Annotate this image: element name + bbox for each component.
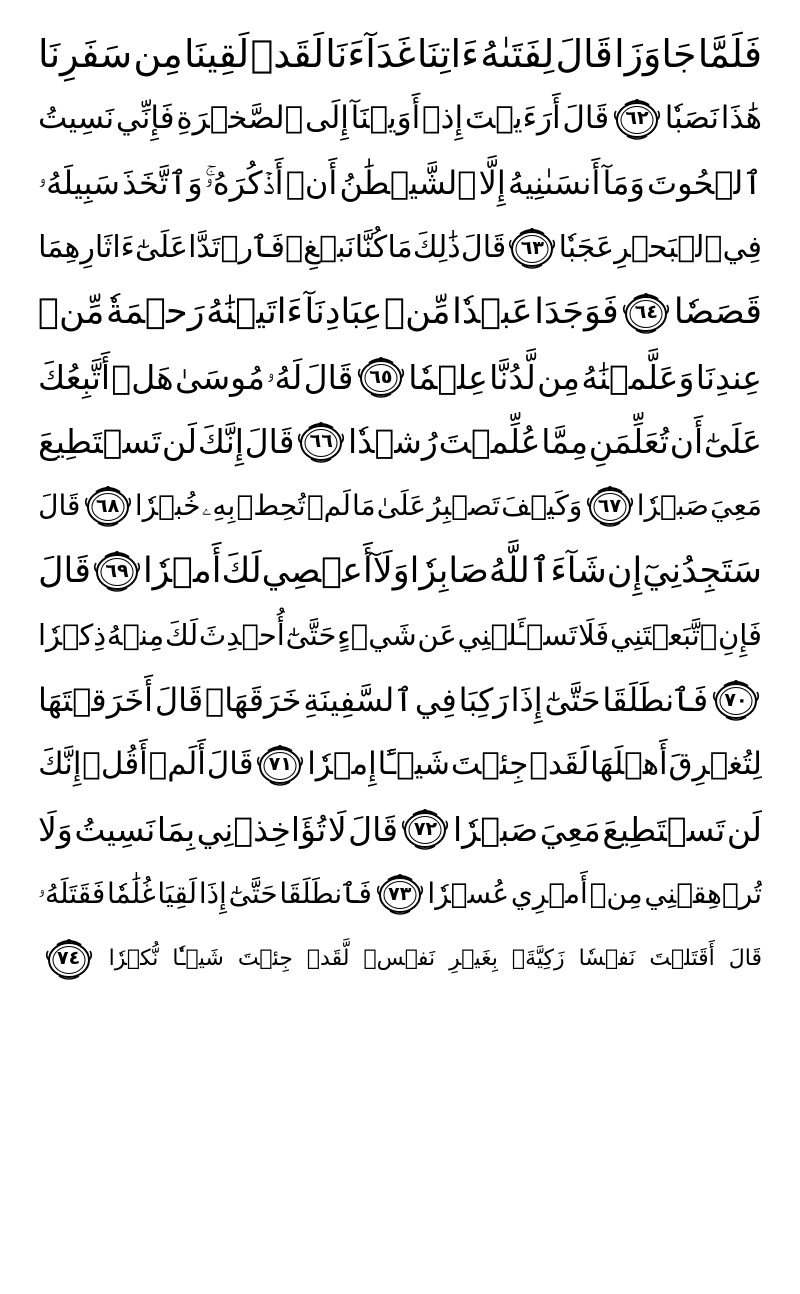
verse-word: جِئۡتَ (450, 746, 529, 783)
verse-word: عَبۡدٗا (452, 292, 533, 333)
verse-word: أَنۡ (285, 164, 338, 203)
verse-word: فَوَجَدَا (534, 292, 619, 333)
verse-word: زَكِيَّةَۢ (511, 945, 565, 971)
verse-word: قَالَ (206, 746, 254, 783)
verse-word: عِبَادِنَآ (304, 292, 383, 333)
verse-word: لَقَدۡ (250, 32, 325, 77)
verse-word: فَٱنطَلَقَا (602, 681, 709, 720)
ayah-number: ٧١ (268, 753, 292, 776)
verse-word: قَالَ (562, 100, 610, 137)
verse-word: مِن (133, 32, 183, 77)
verse-word: مَعِيَ (539, 809, 601, 849)
verse-word: غُلَٰمٗا (107, 877, 156, 911)
verse-word: وَعَلَّمۡنَٰهُ (581, 357, 695, 397)
verse-word: جِئۡتَ (237, 945, 293, 971)
verse-word: لَقِينَا (183, 32, 250, 77)
ayah-end-marker-icon (254, 742, 306, 788)
verse-word: تُعَلِّمَنِ (588, 422, 669, 462)
verse-word: لَن (161, 422, 198, 462)
verse-word: ٱللَّهُ (488, 550, 551, 591)
verse-word: قَصَصٗا (673, 292, 762, 333)
verse-word: رُشۡدٗا (347, 422, 438, 462)
verse-word: لَمۡ (306, 489, 351, 523)
ayah-number: ٦٣ (520, 236, 544, 259)
verse-word: بِغَيۡرِ (449, 945, 498, 971)
verse-word: شَيۡـًٔا (377, 746, 451, 783)
verse-word: شَيۡـٔٗا (172, 945, 224, 971)
verse-word: ذِكۡرٗا (38, 618, 107, 653)
verse-word: عَجَبٗا (558, 230, 615, 266)
verse-word: نُّكۡرٗا (108, 945, 159, 971)
ayah-end-marker-icon (506, 225, 558, 271)
verse-word: لِفَتَىٰهُ (480, 32, 555, 77)
verse-word: مُوسَىٰ (175, 357, 265, 397)
verse-word: عَلَىٰ (376, 489, 427, 523)
verse-word: لِتُغۡرِقَ (668, 746, 762, 783)
verse-word: لَا (327, 809, 347, 849)
verse-word: أَمۡرٗا (142, 550, 222, 591)
verse-word: أَرَءَيۡتَ (464, 100, 561, 137)
ayah-end-marker-icon (584, 483, 636, 529)
verse-word: صَابِرٗا (409, 550, 489, 591)
verse-line (38, 280, 762, 345)
verse-word: إِنَّكَ (197, 422, 244, 462)
verse-word: فِي (414, 681, 457, 720)
verse-word: فَٱنطَلَقَا (279, 877, 372, 911)
verse-word: بِهِۦ (201, 489, 236, 523)
verse-line (38, 539, 762, 604)
verse-word: إِمۡرٗا (307, 746, 377, 783)
ayah-number: ٧٠ (724, 688, 748, 711)
verse-word: نَفۡسٖ (363, 945, 436, 971)
verse-word: ٱلۡحُوتَ (646, 164, 762, 203)
verse-word: نَسِيتُ (74, 809, 156, 849)
verse-word: حَتَّىٰٓ (285, 618, 337, 653)
verse-word: صَبۡرٗا (453, 809, 539, 849)
verse-word: ٱلشَّيۡطَٰنُ (339, 164, 477, 203)
verse-word: وَكَيۡفَ (501, 489, 583, 523)
verse-word: فَإِنِ (718, 618, 762, 653)
verse-word: تُؤَاخِذۡنِي (196, 809, 327, 849)
verse-word: قَالَ (154, 681, 204, 720)
verse-word: نَفۡسٗا (578, 945, 636, 971)
verse-word: وَلَا (38, 809, 73, 849)
ayah-end-marker-icon (43, 936, 95, 982)
ayah-number: ٧٤ (57, 947, 81, 970)
verse-word: مِنۡ (589, 877, 643, 911)
verse-word: لَّدُنَّا (489, 357, 536, 397)
ayah-end-marker-icon (91, 548, 143, 594)
verse-word: أَقَتَلۡتَ (649, 945, 715, 971)
verse-word: ٱتَّبَعۡتَنِي (609, 618, 718, 653)
verse-word: أَمۡرِي (510, 877, 588, 911)
verse-word: قَالَ (348, 809, 398, 849)
verse-word: جَاوَزَا (614, 32, 697, 77)
verse-line (38, 216, 762, 281)
verse-word: نَسِيتُ (38, 100, 115, 137)
ayah-number: ٦٦ (309, 430, 333, 453)
verse-word: مِّنۡ (38, 292, 105, 333)
verse-word: تُرۡهِقۡنِي (644, 877, 762, 911)
verse-word: سَتَجِدُنِيٓ (642, 550, 762, 591)
verse-line (38, 474, 762, 539)
ayah-number: ٧٢ (413, 817, 438, 840)
verse-line (38, 410, 762, 475)
verse-word: مِمَّا (541, 422, 589, 462)
ayah-number: ٦٩ (105, 559, 129, 582)
verse-word: قَالَ (303, 357, 354, 397)
verse-word: هَلۡ (111, 357, 174, 397)
ayah-number: ٦٥ (369, 365, 393, 388)
verse-word: مِن (537, 357, 580, 397)
verse-word: قَالَ (728, 945, 762, 971)
verse-word: أَن (669, 422, 704, 462)
verse-word: قَالَ (38, 489, 81, 523)
verse-word: عَلَىٰٓ (135, 230, 188, 266)
verse-word: أَذۡكُرَهُۥۚ (204, 164, 284, 203)
verse-word: أَقُلۡ (82, 746, 148, 783)
verse-word: أَعۡصِي (261, 550, 373, 591)
ayah-number: ٦٤ (634, 301, 658, 324)
verse-word: حَتَّىٰٓ (544, 681, 601, 720)
verse-word: شَيۡءٍ (337, 618, 417, 653)
verse-word: إِذۡ (422, 100, 464, 137)
verse-word: عِندِنَا (695, 357, 762, 397)
verse-word: أَلَمۡ (148, 746, 206, 783)
verse-word: هَٰذَا (720, 100, 762, 137)
verse-word: وَلَآ (372, 550, 410, 591)
ayah-end-marker-icon (710, 677, 762, 723)
ayah-end-marker-icon (620, 290, 672, 336)
verse-word: لَقِيَا (157, 877, 198, 911)
verse-line (38, 797, 762, 862)
ayah-number: ٧٣ (388, 882, 412, 905)
verse-word: ءَاثَارِهِمَا (38, 230, 135, 266)
verse-word: حَتَّىٰٓ (228, 877, 278, 911)
verse-word: صَبۡرٗا (636, 489, 709, 523)
verse-word: أَهۡلَهَا (590, 746, 668, 783)
verse-line (38, 151, 762, 216)
verse-word: أَوَيۡنَآ (350, 100, 421, 137)
verse-word: فِي (722, 230, 762, 266)
ayah-end-marker-icon (374, 871, 426, 917)
verse-word: لَن (726, 809, 762, 849)
verse-word: غَدَآءَنَا (325, 32, 416, 77)
verse-word: فَإِنِّي (115, 100, 175, 137)
verse-word: تَصۡبِرُ (427, 489, 501, 523)
verse-word: رَحۡمَةٗ (105, 292, 205, 333)
verse-word: عُسۡرٗا (427, 877, 510, 911)
verse-word: قَالَ (244, 422, 295, 462)
verse-word: عُلِّمۡتَ (438, 422, 541, 462)
verse-word: إِذَا (510, 681, 543, 720)
verse-word: إِلَى (305, 100, 349, 137)
verse-word: وَٱتَّخَذَ (122, 164, 203, 203)
verse-word: ءَاتِنَا (416, 32, 479, 77)
verse-word: ٱلسَّفِينَةِ (303, 681, 413, 720)
ayah-number: ٦٨ (96, 494, 120, 517)
verse-word: مَا (352, 489, 376, 523)
ayah-end-marker-icon (399, 806, 451, 852)
verse-word: رَكِبَا (458, 681, 509, 720)
ayah-end-marker-icon (355, 354, 407, 400)
verse-word: ذَٰلِكَ (412, 230, 461, 266)
verse-word: كُنَّا (354, 230, 388, 266)
verse-line (38, 345, 762, 410)
verse-word: تَسۡـَٔلۡنِي (457, 618, 578, 653)
verse-line (38, 603, 762, 668)
ayah-end-marker-icon (611, 96, 663, 142)
verse-word: تَسۡتَطِيعَ (38, 422, 162, 462)
verse-word: قَالَ (38, 550, 91, 591)
ayah-number: ٦٢ (625, 107, 649, 130)
verse-word: فَٱرۡتَدَّا (188, 230, 285, 266)
ayah-end-marker-icon (82, 483, 134, 529)
verse-word: لَقَدۡ (529, 746, 590, 783)
verse-line (38, 668, 762, 733)
verse-word: فَلَمَّا (697, 32, 762, 77)
ayah-number: ٦٧ (597, 494, 622, 517)
verse-word: قَالَ (555, 32, 613, 77)
verse-word: قَالَ (460, 230, 507, 266)
verse-word: عَن (417, 618, 457, 653)
verse-word: إِن (606, 550, 643, 591)
verse-word: نَصَبٗا (664, 100, 720, 137)
verse-word: مَا (387, 230, 413, 266)
verse-line (38, 22, 762, 87)
verse-word: أَتَّبِعُكَ (38, 357, 111, 397)
verse-word: تَسۡتَطِيعَ (602, 809, 726, 849)
verse-word: لَّقَدۡ (306, 945, 350, 971)
verse-word: ٱلصَّخۡرَةِ (176, 100, 304, 137)
verse-line (38, 87, 762, 152)
verse-word: مِنۡهُ (106, 618, 165, 653)
verse-line (38, 733, 762, 798)
verse-word: نَبۡغِۚ (285, 230, 355, 266)
verse-word: ءَاتَيۡنَٰهُ (206, 292, 303, 333)
verse-word: أَنسَىٰنِيهُ (507, 164, 601, 203)
verse-line (38, 862, 762, 927)
verse-word: مَعِيَ (710, 489, 762, 523)
verse-word: خَرَقَهَاۖ (205, 681, 302, 720)
verse-word: فَلَا (578, 618, 610, 653)
verse-line (38, 926, 762, 991)
ayah-end-marker-icon (295, 419, 347, 465)
verse-word: سَبِيلَهُۥ (38, 164, 120, 203)
verse-word: أُحۡدِثَ (198, 618, 285, 653)
verse-word: تُحِطۡ (236, 489, 306, 523)
verse-word: مِّنۡ (384, 292, 451, 333)
verse-word: لَهُۥ (266, 357, 303, 397)
verse-word: سَفَرِنَا (38, 32, 133, 77)
verse-word: عِلۡمٗا (408, 357, 488, 397)
verse-word: لَكَ (164, 618, 199, 653)
verse-word: عَلَىٰٓ (703, 422, 762, 462)
verse-word: أَخَرَقۡتَهَا (38, 681, 154, 720)
verse-word: شَآءَ (550, 550, 607, 591)
verse-word: ٱلۡبَحۡرِ (614, 230, 723, 266)
verse-word: خُبۡرٗا (134, 489, 201, 523)
verse-word: لَكَ (221, 550, 262, 591)
verse-word: إِنَّكَ (38, 746, 82, 783)
verse-word: إِلَّا (478, 164, 506, 203)
verse-word: وَمَآ (602, 164, 645, 203)
verse-word: بِمَا (156, 809, 196, 849)
verse-word: إِذَا (198, 877, 227, 911)
verse-word: فَقَتَلَهُۥ (38, 877, 106, 911)
